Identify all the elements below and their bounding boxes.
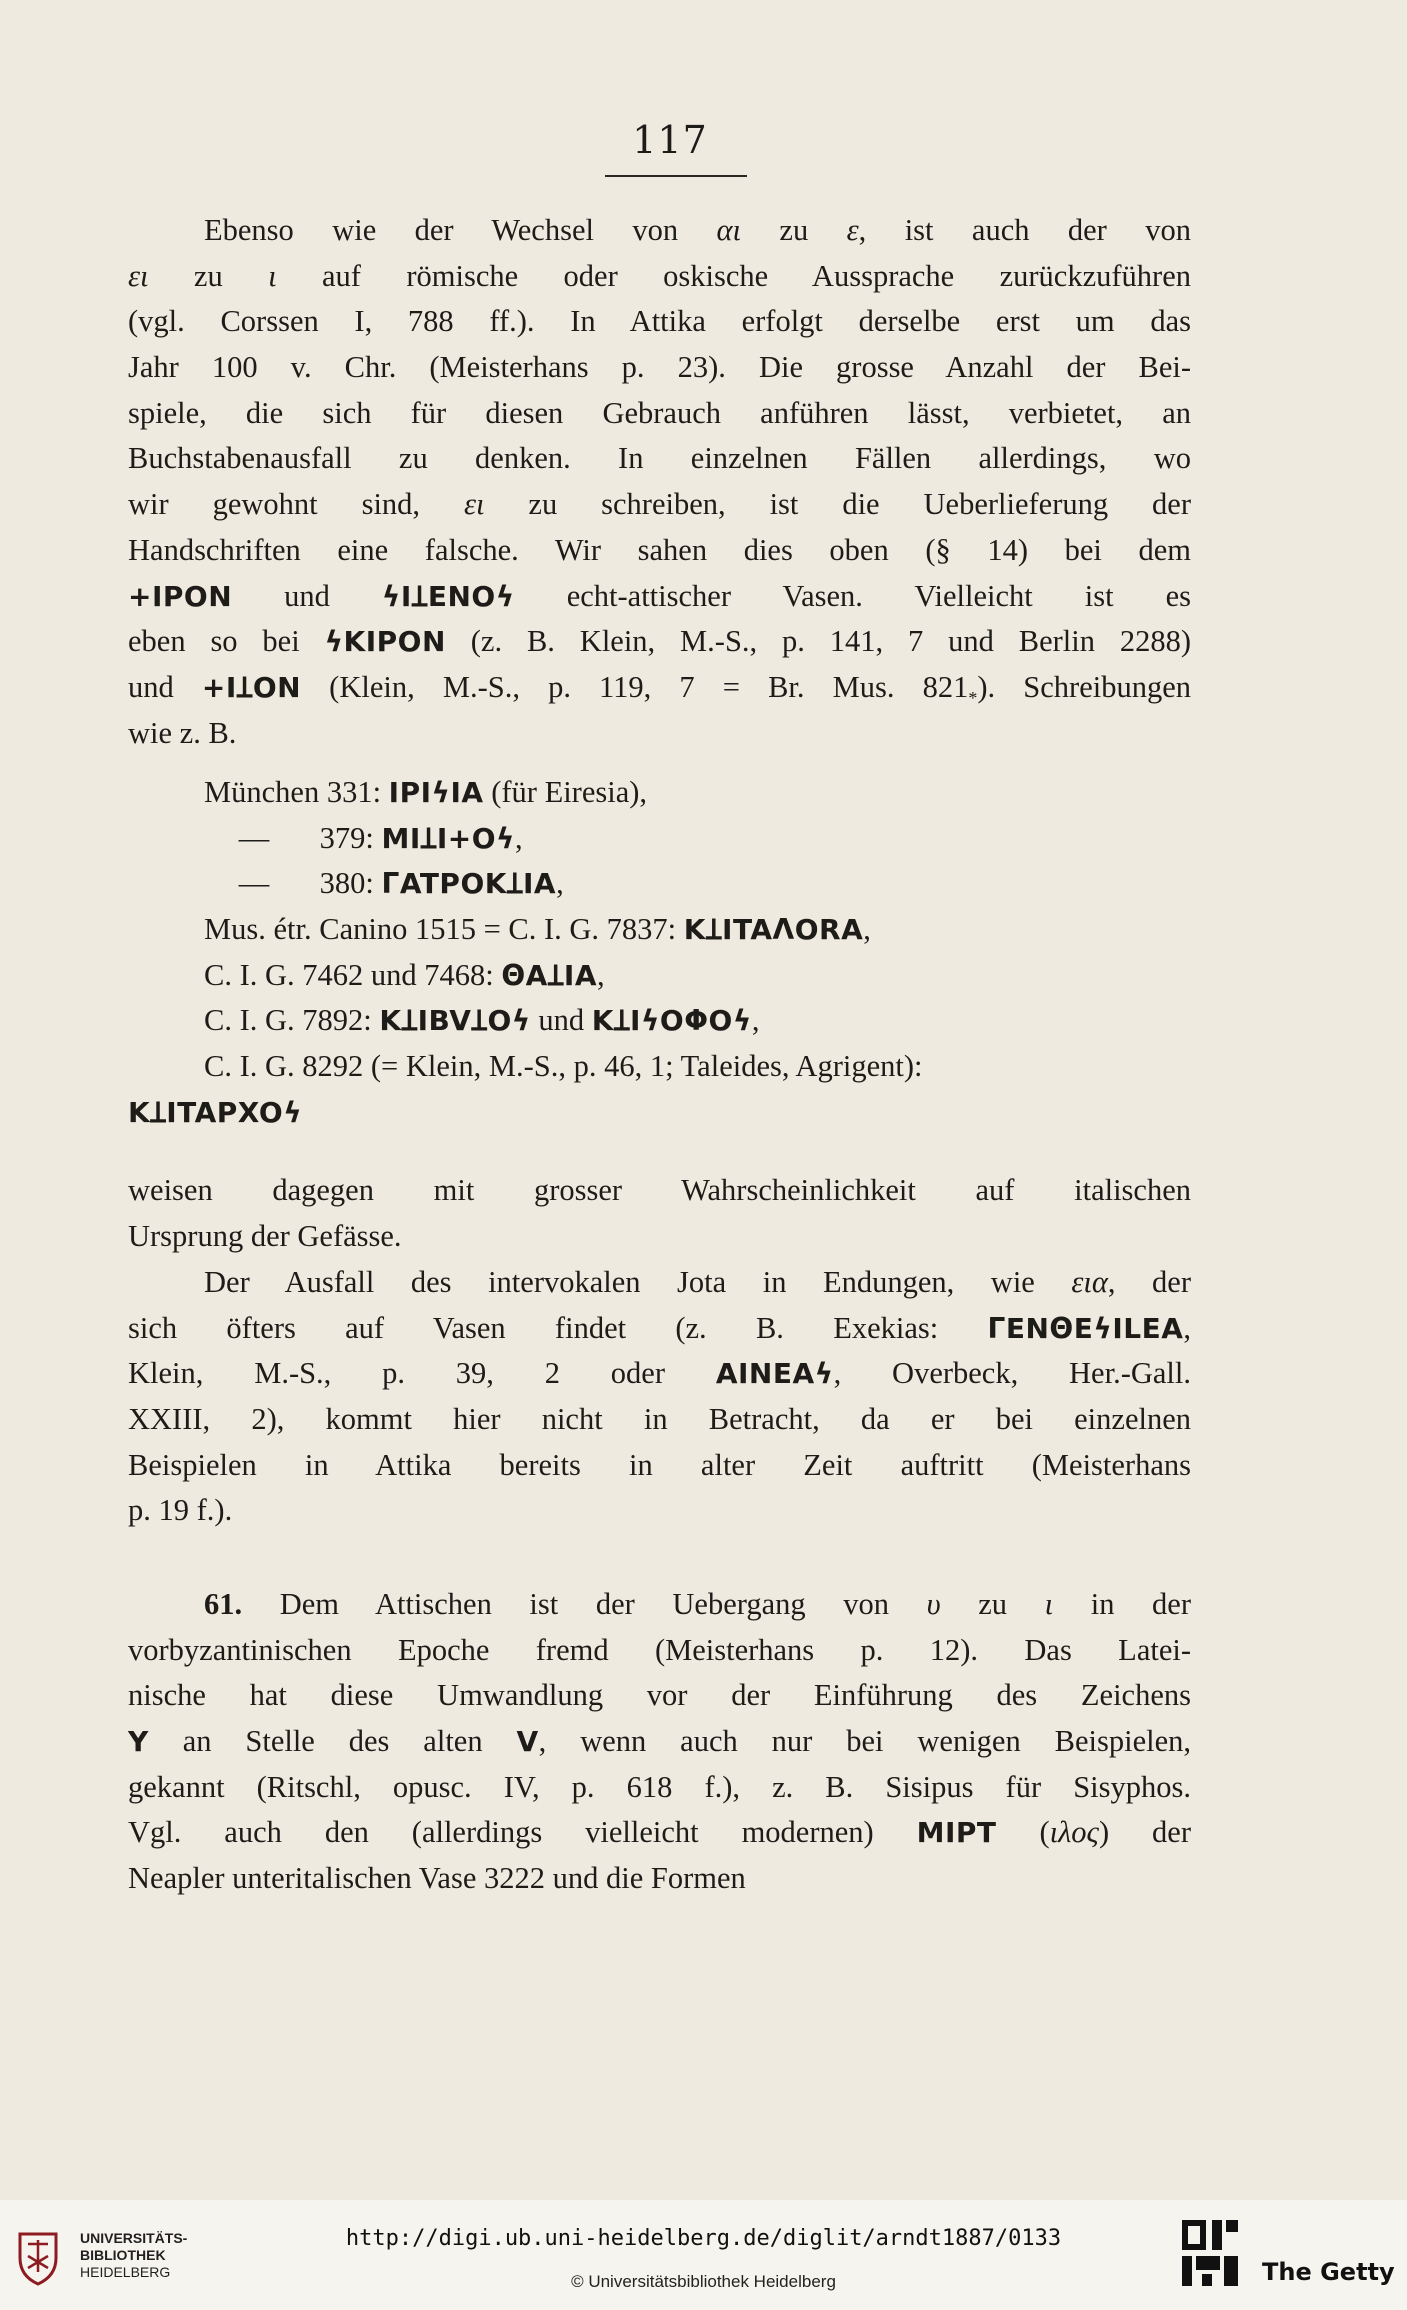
inscription: ΓATPOKꞱIA (381, 867, 557, 901)
paragraph-2 (128, 1168, 1191, 1259)
inscription: ϟIꞱENOϟ (381, 579, 515, 613)
text-line: weisen dagegen mit grosser Wahrscheinlichkeit auf italischen (128, 1173, 1191, 1207)
inscription: KꞱIBVꞱOϟ (379, 1004, 531, 1038)
inscription: KꞱITAΛORA (683, 913, 864, 947)
text-line: Ursprung der Gefässe. (128, 1218, 402, 1253)
text-line: nische hat diese Umwandlung vor der Einführung des Zeichens (128, 1678, 1191, 1713)
text-line: Der Ausfall des intervokalen Jota in Endungen, wie εια, der (204, 1265, 1191, 1299)
inscription: MIꞱI+Oϟ (381, 821, 515, 855)
paragraph-1 (128, 208, 1191, 756)
inscription: MIPT (916, 1816, 997, 1850)
text-line: sich öfters auf Vasen findet (z. B. Exekias: ΓENΘEϟILEA, (128, 1310, 1191, 1345)
page-number-rule (605, 175, 747, 177)
text-line: Klein, M.-S., p. 39, 2 oder AINEAϟ, Overbeck, Her.-Gall. (128, 1356, 1191, 1391)
section-number: 61. (204, 1587, 243, 1621)
inscription: KꞱITAPXOϟ (128, 1095, 303, 1129)
inscription: V (516, 1725, 539, 1759)
text-line: (vgl. Corssen I, 788 ff.). In Attika erfolgt derselbe erst um das (128, 304, 1191, 339)
text-line: Neapler unteritalischen Vase 3222 und die Formen (128, 1861, 746, 1896)
inscription: ΓENΘEϟILEA (987, 1311, 1184, 1345)
getty-label: The Getty (1262, 2258, 1395, 2286)
text-line: wie z. B. (128, 715, 237, 750)
inscription: IPIϟIA (388, 776, 484, 809)
text-line: ει zu ι auf römische oder oskische Aussprache zurückzuführen (128, 258, 1191, 293)
paragraph-61 (128, 1582, 1191, 1902)
text-line: wir gewohnt sind, ει zu schreiben, ist die Ueberlieferung der (128, 487, 1191, 522)
text-line: +IPON und ϟIꞱENOϟ echt-attischer Vasen. Vielleicht ist es (128, 578, 1192, 613)
text-line: und +IꞱON (Klein, M.-S., p. 119, 7 = Br. Mus. $821_*$). Schreibungen (128, 669, 1191, 708)
text-line: Beispielen in Attika bereits in alter Zeit auftritt (Meisterhans (128, 1447, 1191, 1482)
example-line (128, 1090, 1191, 1136)
inscription: +IꞱON (201, 670, 302, 704)
example-line: — 379: MIꞱI+Oϟ, (238, 820, 523, 855)
text-line: spiele, die sich für diesen Gebrauch anführen lässt, verbietet, an (128, 395, 1191, 430)
example-line: München 331: IPIϟIA (für Eiresia), (204, 775, 648, 809)
text-line: 61. Dem Attischen ist der Uebergang von υ zu ι in der (204, 1587, 1191, 1621)
text-line: XXIII, 2), kommt hier nicht in Betracht, da er bei einzelnen (128, 1402, 1191, 1437)
source-url-link[interactable]: http://digi.ub.uni-heidelberg.de/diglit/arndt1887/0133 (345, 2226, 1062, 2251)
text-line: Ebenso wie der Wechsel von αι zu ε, ist auch der von (204, 213, 1191, 247)
example-line: Mus. étr. Canino 1515 = C. I. G. 7837: KꞱITAΛORA, (204, 912, 871, 947)
copyright-notice: © Universitätsbibliothek Heidelberg (571, 2272, 836, 2291)
text-line: vorbyzantinischen Epoche fremd (Meisterhans p. 12). Das Latei- (128, 1632, 1191, 1667)
inscription: AINEAϟ (715, 1357, 834, 1391)
text-line: gekannt (Ritschl, opusc. IV, p. 618 f.), z. B. Sisipus für Sisyphos. (128, 1769, 1191, 1804)
text-line: p. 19 f.). (128, 1493, 233, 1528)
example-line: — 380: ΓATPOKꞱIA, (238, 866, 564, 901)
example-line: C. I. G. 7892: KꞱIBVꞱOϟ und KꞱIϟOΦOϟ, (204, 1003, 760, 1038)
text-line: Y an Stelle des alten V, wenn auch nur bei wenigen Beispielen, (128, 1724, 1191, 1759)
getty-logo-icon (1180, 2218, 1240, 2290)
paragraph-3 (128, 1260, 1191, 1534)
inscription: KꞱIϟOΦOϟ (591, 1004, 752, 1038)
text-line: Vgl. auch den (allerdings vielleicht modernen) MIPT (ιλος) der (128, 1815, 1191, 1850)
text-line: Buchstabenausfall zu denken. In einzelnen Fällen allerdings, wo (128, 441, 1191, 476)
example-line: C. I. G. 8292 (= Klein, M.-S., p. 46, 1; Taleides, Agrigent): (204, 1049, 923, 1084)
page-number: 117 (632, 118, 708, 162)
inscription: +IPON (128, 579, 233, 613)
text-line: eben so bei ϟKIPON (z. B. Klein, M.-S., p. 141, 7 und Berlin 2288) (128, 624, 1191, 659)
example-line: C. I. G. 7462 und 7468: ΘAꞱIA, (204, 957, 605, 992)
inscription: ϟKIPON (324, 625, 446, 659)
examples-list (128, 770, 1191, 1136)
text-line: Handschriften eine falsche. Wir sahen dies oben (§ 14) bei dem (128, 532, 1191, 567)
inscription: ΘAꞱIA (501, 958, 598, 992)
text-line: Jahr 100 v. Chr. (Meisterhans p. 23). Die grosse Anzahl der Bei- (128, 350, 1191, 385)
library-name: UNIVERSITÄTS- BIBLIOTHEK HEIDELBERG (80, 2230, 188, 2280)
inscription: Y (128, 1725, 149, 1759)
